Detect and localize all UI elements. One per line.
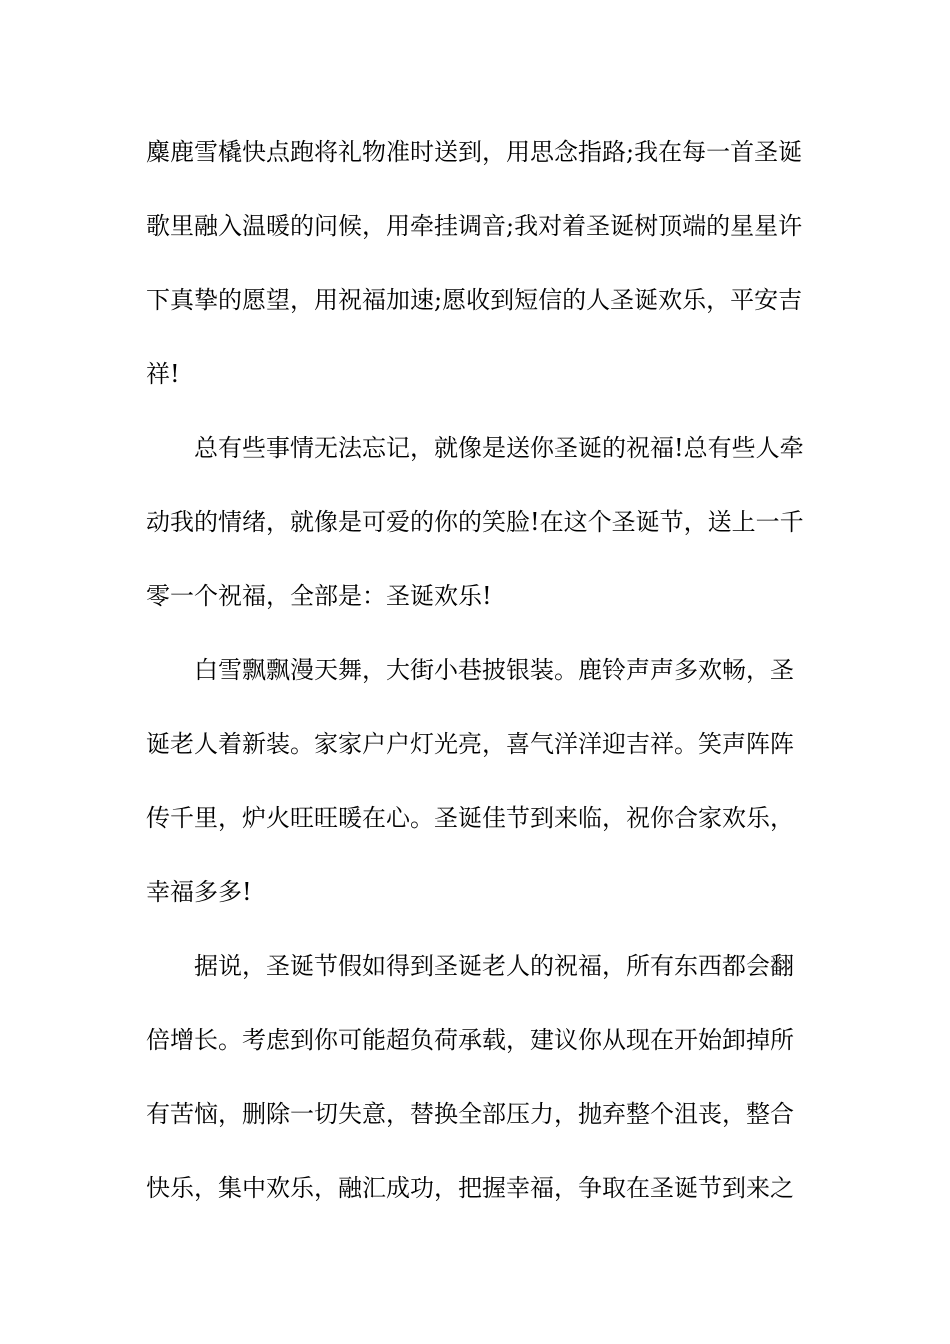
paragraph-line: 白雪飘飘漫天舞，大街小巷披银装。鹿铃声声多欢畅，圣 [194, 656, 794, 684]
paragraph-line: 祥! [146, 360, 180, 388]
paragraph-line: 据说，圣诞节假如得到圣诞老人的祝福，所有东西都会翻 [194, 952, 794, 980]
document-page [146, 122, 806, 1232]
paragraph-line: 倍增长。考虑到你可能超负荷承载，建议你从现在开始卸掉所 [146, 1026, 794, 1054]
paragraph-2 [146, 418, 806, 640]
paragraph-3 [146, 640, 806, 936]
paragraph-line: 零一个祝福，全部是：圣诞欢乐! [146, 582, 492, 610]
paragraph-line: 有苦恼，删除一切失意，替换全部压力，抛弃整个沮丧，整合 [146, 1100, 794, 1128]
paragraph-line: 快乐，集中欢乐，融汇成功，把握幸福，争取在圣诞节到来之 [146, 1174, 794, 1202]
paragraph-line: 传千里，炉火旺旺暖在心。圣诞佳节到来临，祝你合家欢乐， [146, 804, 794, 832]
paragraph-line: 诞老人着新装。家家户户灯光亮，喜气洋洋迎吉祥。笑声阵阵 [146, 730, 794, 758]
paragraph-4 [146, 936, 806, 1232]
paragraph-line: 麋鹿雪橇快点跑将礼物准时送到，用思念指路;我在每一首圣诞 [146, 138, 803, 166]
paragraph-line: 动我的情绪，就像是可爱的你的笑脸!在这个圣诞节，送上一千 [146, 508, 804, 536]
paragraph-line: 总有些事情无法忘记，就像是送你圣诞的祝福!总有些人牵 [194, 434, 804, 462]
paragraph-line: 歌里融入温暖的问候，用牵挂调音;我对着圣诞树顶端的星星许 [146, 212, 803, 240]
paragraph-line: 下真挚的愿望，用祝福加速;愿收到短信的人圣诞欢乐，平安吉 [146, 286, 803, 314]
paragraph-line: 幸福多多! [146, 878, 252, 906]
paragraph-1 [146, 122, 806, 418]
